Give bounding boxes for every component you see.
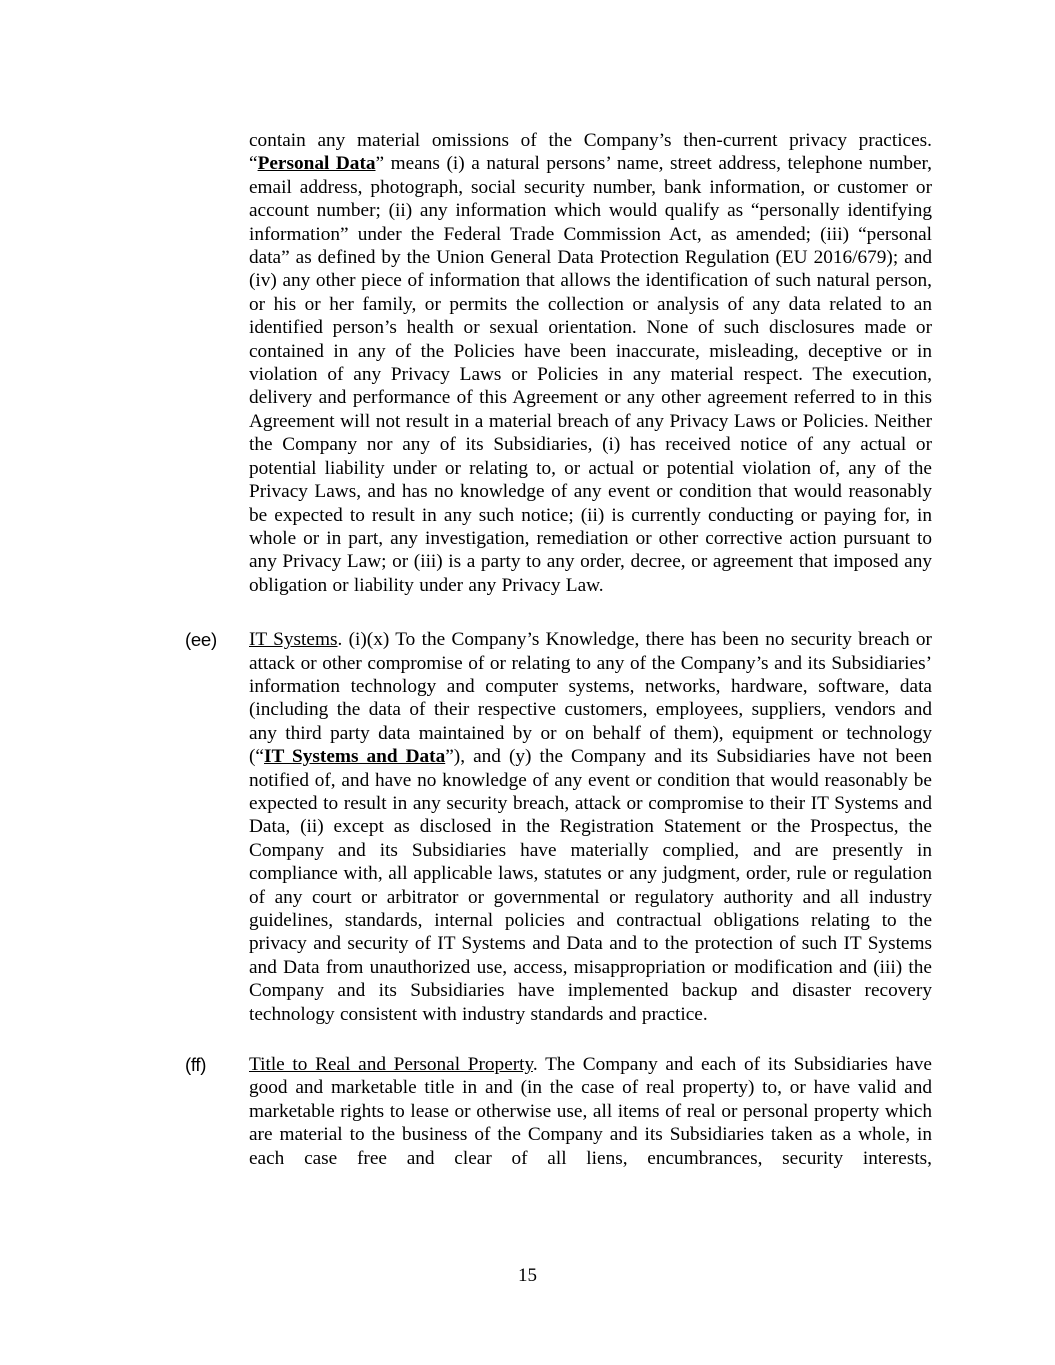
paragraph-ee-it-systems [185,628,932,1026]
paragraph-label-ee: (ee) [185,629,217,651]
page-footer [0,1264,1055,1287]
text-segment: . (i)(x) To the Company’s Knowledge, there has been no security breach or attack or other compromise of or relating to any of the Company’s and its Subsidiaries’ information technology and computer systems, networks, hardware, software, data (including the data of their respective customers, employees, suppliers, vendors and any third party data maintained by or on behalf of them), equipment or technology (“ [249,629,932,768]
page-number: 15 [518,1265,537,1286]
document-text-block [185,129,932,1170]
text-segment: ” means (i) a natural persons’ name, street address, telephone number, email address, photograph, social security number, bank information, or customer or account number; (ii) any information which would qualify as “personally identifying information” under the Federal Trade Commission Act, as amended; (iii) “personal data” as defined by the Union General Data Protection Regulation (EU 2016/679); and (iv) any other piece of information that allows the identification of such natural person, or his or her family, or permits the collection or analysis of any data related to an identified person’s health or sexual orientation. None of such disclosures made or contained in any of the Policies have been inaccurate, misleading, deceptive or in violation of any Privacy Laws or Policies in any material respect. The execution, delivery and performance of this Agreement or any other agreement referred to in this Agreement will not result in a material breach of any Privacy Laws or Policies. Neither the Company nor any of its Subsidiaries, (i) has received notice of any actual or potential liability under or relating to, or actual or potential violation of, any of the Privacy Laws, and has no knowledge of any event or condition that would reasonably be expected to result in any such notice; (ii) is currently conducting or paying for, in whole or in part, any investigation, remediation or other corrective action pursuant to any Privacy Law; or (iii) is a party to any order, decree, or agreement that imposed any obligation or liability under any Privacy Law. [249,153,932,596]
text-segment: . The Company and each of its Subsidiaries have good and marketable title in and (in the case of real property) to, or have valid and marketable rights to lease or otherwise use, all items of real or personal property which are material to the business of the Company and its Subsidiaries taken as a whole, in each case free and clear of all liens, encumbrances, security interests, [249,1054,932,1169]
defined-term-personal-data: Personal Data [257,153,376,175]
paragraph-ff-title-property [185,1053,932,1170]
paragraph-privacy-practices [249,129,932,597]
defined-term-it-systems-and-data: IT Systems and Data [263,746,446,768]
text-segment: ”), and (y) the Company and its Subsidiaries have not been notified of, and have no knowledge of any event or condition that would reasonably be expected to result in any security breach, attack or compromise to their IT Systems and Data, (ii) except as disclosed in the Registration Statement or the Prospectus, the Company and its Subsidiaries have materially complied, and are presently in compliance with, all applicable laws, statutes or any judgment, order, rule or regulation of any court or arbitrator or governmental or regulatory authority and all industry guidelines, standards, internal policies and contractual obligations relating to the privacy and security of IT Systems and Data and to the protection of such IT Systems and Data from unauthorized use, access, misappropriation or modification and (iii) the Company and its Subsidiaries have implemented backup and disaster recovery technology consistent with industry standards and practice. [249,746,932,1025]
section-heading-it-systems: IT Systems [249,629,338,651]
text-segment: contain any material omissions of the Company’s then-current privacy practices. “ [249,130,932,175]
section-heading-title-to-property: Title to Real and Personal Property [249,1054,533,1076]
paragraph-label-ff: (ff) [185,1054,207,1076]
